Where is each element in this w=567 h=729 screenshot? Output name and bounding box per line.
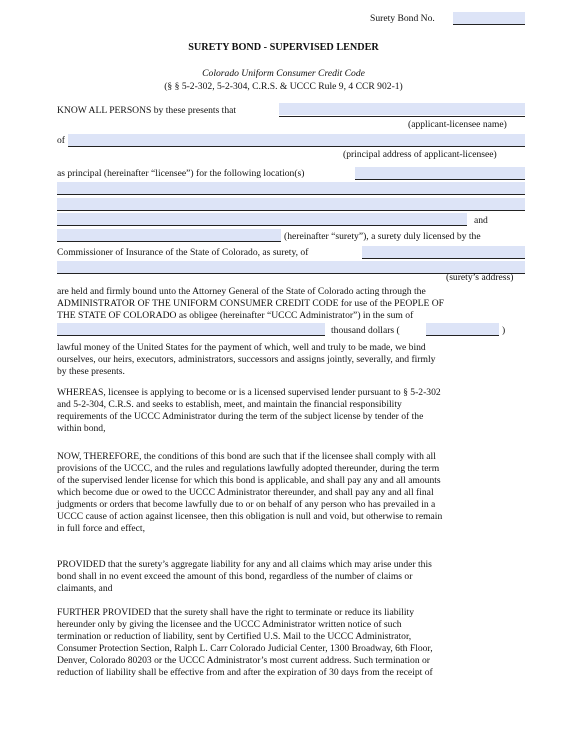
close-paren: ) — [502, 325, 506, 336]
further-provided-line-5: Denver, Colorado 80203 or the UCCC Administrator’s most current address. Such termination or — [57, 655, 431, 666]
now-therefore-line-4: which become due or owed to the UCCC Administrator thereunder, and shall pay any and all final — [57, 487, 434, 498]
subtitle-code: Colorado Uniform Consumer Credit Code — [202, 68, 365, 79]
now-therefore-line-5: judgments or orders that become lawfully due to or on behalf of any person who has prevailed in a — [57, 499, 436, 510]
thousand-dollars-label: thousand dollars ( — [331, 325, 400, 336]
held-bound-line-1: are held and firmly bound unto the Attorney General of the State of Colorado acting through the — [57, 286, 426, 297]
further-provided-line-6: reduction of liability shall be effective from and after the expiration of 30 days from the receipt of — [57, 667, 433, 678]
principal-address-caption: (principal address of applicant-licensee) — [343, 149, 497, 160]
whereas-line-1: WHEREAS, licensee is applying to become or is a licensed supervised lender pursuant to § 5-2-302 — [57, 387, 441, 398]
commissioner-text: Commissioner of Insurance of the State of Colorado, as surety, of — [57, 247, 309, 258]
now-therefore-line-1: NOW, THEREFORE, the conditions of this bond are such that if the licensee shall comply with all — [57, 451, 436, 462]
lawful-money-line-3: by these presents. — [57, 366, 125, 377]
applicant-licensee-name-field[interactable] — [279, 103, 525, 115]
held-bound-line-3: THE STATE OF COLORADO as obligee (hereinafter “UCCC Administrator”) in the sum of — [57, 310, 414, 321]
location-field-1[interactable] — [355, 167, 525, 179]
provided-line-1: PROVIDED that the surety’s aggregate liability for any and all claims which may arise under this — [57, 559, 432, 570]
surety-licensed-text: (hereinafter “surety”), a surety duly licensed by the — [284, 231, 481, 242]
know-all-persons-text: KNOW ALL PERSONS by these presents that — [57, 105, 237, 116]
statute-citation: (§ § 5-2-302, 5-2-304, C.R.S. & UCCC Rule 9, 4 CCR 902-1) — [164, 81, 403, 92]
as-principal-text: as principal (hereinafter “licensee”) for the following location(s) — [57, 168, 305, 179]
held-bound-line-2: ADMINISTRATOR OF THE UNIFORM CONSUMER CREDIT CODE for use of the PEOPLE OF — [57, 298, 444, 309]
surety-bond-no-field[interactable] — [453, 12, 525, 24]
now-therefore-line-3: of the supervised lender license for which this bond is applicable, and shall pay any and all amounts — [57, 475, 441, 486]
whereas-line-2: and 5-2-304, C.R.S. and seeks to establish, meet, and maintain the financial responsibility — [57, 399, 402, 410]
location-field-2[interactable] — [57, 182, 525, 194]
whereas-line-4: within bond, — [57, 423, 106, 434]
whereas-line-3: requirements of the UCCC Administrator during the term of the subject license by tender of the — [57, 411, 424, 422]
surety-name-field-2[interactable] — [57, 229, 281, 241]
applicant-licensee-name-caption: (applicant-licensee name) — [408, 119, 507, 130]
document-title: SURETY BOND - SUPERVISED LENDER — [188, 42, 379, 53]
lawful-money-line-2: ourselves, our heirs, executors, administrators, successors and assigns jointly, severally, and firmly — [57, 354, 436, 365]
further-provided-line-3: termination or reduction of liability, sent by Certified U.S. Mail to the UCCC Administrator, — [57, 631, 412, 642]
lawful-money-line-1: lawful money of the United States for the payment of which, well and truly to be made, we bind — [57, 342, 426, 353]
provided-line-2: bond shall in no event exceed the amount of this bond, regardless of the number of claims or — [57, 571, 413, 582]
now-therefore-line-7: in full force and effect, — [57, 523, 145, 534]
surety-address-caption: (surety’s address) — [446, 272, 514, 283]
amount-numeric-field[interactable] — [426, 323, 499, 335]
surety-name-field[interactable] — [57, 213, 467, 225]
amount-words-field[interactable] — [57, 323, 325, 335]
and-label: and — [474, 215, 488, 226]
now-therefore-line-6: UCCC cause of action against licensee, then this obligation is null and void, but otherwise to remain — [57, 511, 443, 522]
of-label: of — [57, 135, 65, 146]
surety-bond-no-label: Surety Bond No. — [370, 13, 435, 24]
principal-address-field[interactable] — [68, 134, 525, 146]
further-provided-line-4: Consumer Protection Section, Ralph L. Carr Colorado Judicial Center, 1300 Broadway, 6th Floor, — [57, 643, 433, 654]
location-field-3[interactable] — [57, 198, 525, 210]
further-provided-line-1: FURTHER PROVIDED that the surety shall have the right to terminate or reduce its liability — [57, 607, 414, 618]
further-provided-line-2: hereunder only by giving the licensee and the UCCC Administrator written notice of such — [57, 619, 402, 630]
provided-line-3: claimants, and — [57, 583, 113, 594]
surety-address-field-1[interactable] — [362, 246, 525, 258]
now-therefore-line-2: provisions of the UCCC, and the rules and regulations lawfully adopted thereunder, during the term — [57, 463, 440, 474]
